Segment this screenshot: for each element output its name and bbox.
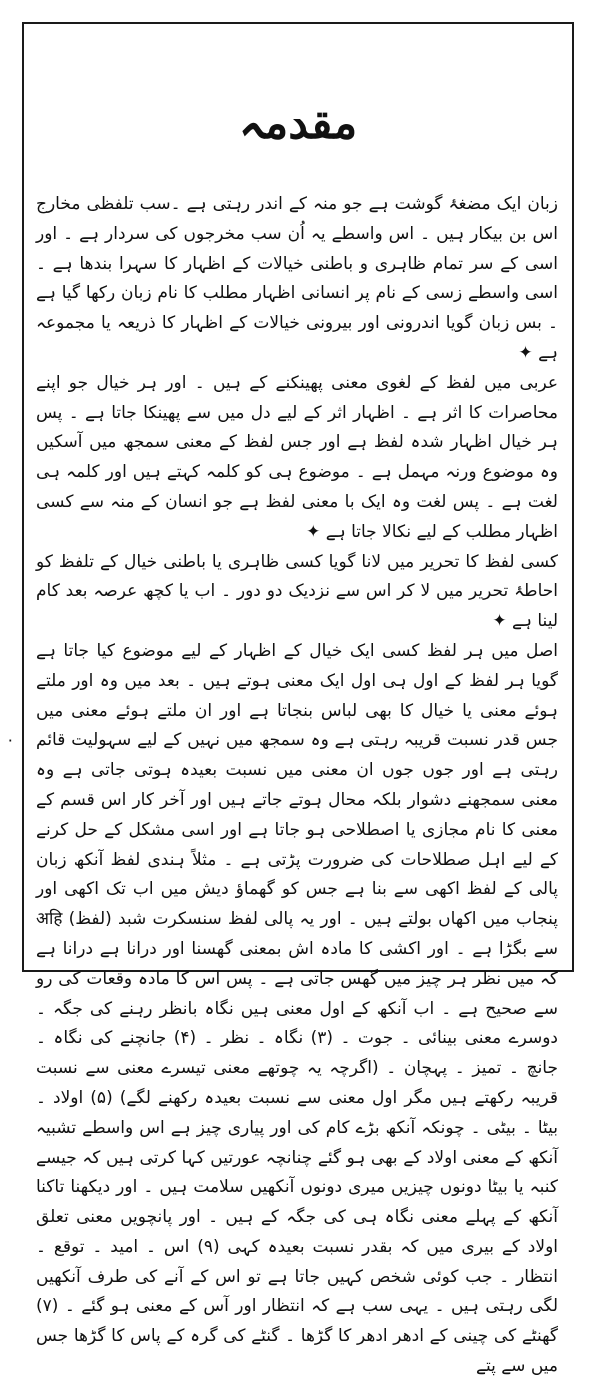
paragraph-3: کسی لفظ کا تحریر میں لانا گویا کسی ظاہری یا باطنی خیال کے تلفظ کو احاطۂ تحریر میں لا کر اس سے نزدیک دو دور ۔ اب یا کچھ عرصہ بعد کام لینا ہے ✦ [36, 551, 558, 632]
paragraph-4: اصل میں ہر لفظ کسی ایک خیال کے اظہار کے لیے موضوع کیا جاتا ہے گویا ہر لفظ کے اول ہی اول ایک معنی ہوتے ہیں ۔ بعد میں وہ اور ملتے ہوئے معنی یا خیال کا بھی لباس بنجاتا ہے اور ان ملتے ہوئے معنی میں جس قدر نسبت قریبہ رہتی ہے وہ سمجھ میں نہیں کے لیے سہولیت قائم رہتی ہے اور جوں جوں ان معنی میں نسبت بعیدہ ہوتی جاتی ہے وہ معنی سمجھنے دشوار بلکہ محال ہوتے جاتے ہیں اور آخر کار اس قسم کے معنی کا نام مجازی یا اصطلاحی ہو جاتا ہے اور اسی مشکل کے حل کرنے کے لیے اہل صطلاحات کی ضرورت پڑتی ہے ۔ مثلاً ہندی لفظ آنکھ زبان پالی کے لفظ اکھی سے بنا ہے جس کو گھماؤ دیش میں اب تک اکھی اور پنجاب میں اکھاں بولتے ہیں ۔ اور یہ پالی لفظ سنسکرت شبد (لفظ) अहि سے بگڑا ہے ۔ اور اکشی کا مادہ اش بمعنی گھسنا اور درانا ہے درانا ہے کہ میں نظر ہر چیز میں گھس جاتی ہے ۔ پس اس کا مادہ وقعات کی رو سے صحیح ہے ۔ اب آنکھ کے اول معنی ہیں نگاہ بانظر رہنے کی جگہ ۔ دوسرے معنی بینائی ۔ جوت ۔ (۳) نگاہ ۔ نظر ۔ (۴) جانچنے کی نگاہ ۔ جانچ ۔ تمیز ۔ پہچان ۔ (اگرچہ یہ چوتھے معنی تیسرے معنی سے نسبت قریبہ رکھتے ہیں مگر اول معنی سے نسبت بعیدہ رکھنے لگے) (۵) اولاد ۔ بیٹا ۔ بیٹی ۔ چونکہ آنکھ بڑے کام کی اور پیاری چیز ہے اس واسطے تشبیہ آنکھ کے معنی اولاد کے بھی ہو گئے چنانچہ عورتیں کہا کرتی ہیں کہ جیسے کنبہ یا بیٹا دونوں چیزیں میری دونوں آنکھیں سلامت ہیں ۔ اور دیکھنا تاکنا آنکھ کے پہلے معنی نگاہ ہی کی جگہ کے ہیں ۔ اور پانچویں معنی تعلق اولاد کے بیری میں کہ بقدر نسبت بعیدہ کہی (۹) اس ۔ امید ۔ توقع ۔ انتظار ۔ جب کوئی شخص کہیں جاتا ہے تو اس کے آنے کی طرف آنکھیں لگی رہتی ہیں ۔ یہی سب ہے کہ انتظار اور آس کے معنی ہو گئے ۔ (۷) گھنٹے کی چینی کے ادھر ادھر کا گڑھا ۔ گنٹے کی گرہ کے پاس کا گڑھا جس میں سے پتے [36, 640, 558, 1377]
paragraph-2: عربی میں لفظ کے لغوی معنی پھینکنے کے ہیں ۔ اور ہر خیال جو اپنے محاصرات کا اثر ہے ۔ اظہار اثر کے لیے دل میں سے پھینکا جاتا ہے ۔ پس ہر خیال اظہار شدہ لفظ ہے اور جس لفظ کے معنی سمجھ میں آسکیں وہ موضوع ورنہ مہمل ہے ۔ موضوع ہی کو کلمہ کہتے ہیں اور کلمہ ہی لغت ہے ۔ پس لغت وہ ایک با معنی لفظ ہے جو انسان کے منہ سے کسی اظہار مطلب کے لیے نکالا جاتا ہے ✦ [36, 372, 558, 542]
paragraph-1: زبان ایک مضغۂ گوشت ہے جو منہ کے اندر رہتی ہے ۔سب تلفظی مخارج اس بن بیکار ہیں ۔ اس واسطے یہ اُن سب مخرجوں کی سردار ہے ۔ اور اسی کے سر تمام ظاہری و باطنی خیالات کے اظہار کا سہرا بندھا ہے ۔ اسی واسطے زسی کے نام پر انسانی اظہار مطلب کا نام زبان رکھا گیا ہے ۔ بس زبان گویا اندرونی اور بیرونی خیالات کے اظہار کا ذریعہ یا مجموعہ ہے ✦ [36, 194, 558, 363]
margin-mark: ٠ [6, 730, 15, 749]
body-text [24, 190, 572, 1382]
page-border-frame [22, 22, 574, 1377]
page-title: مقدمہ [238, 98, 358, 149]
